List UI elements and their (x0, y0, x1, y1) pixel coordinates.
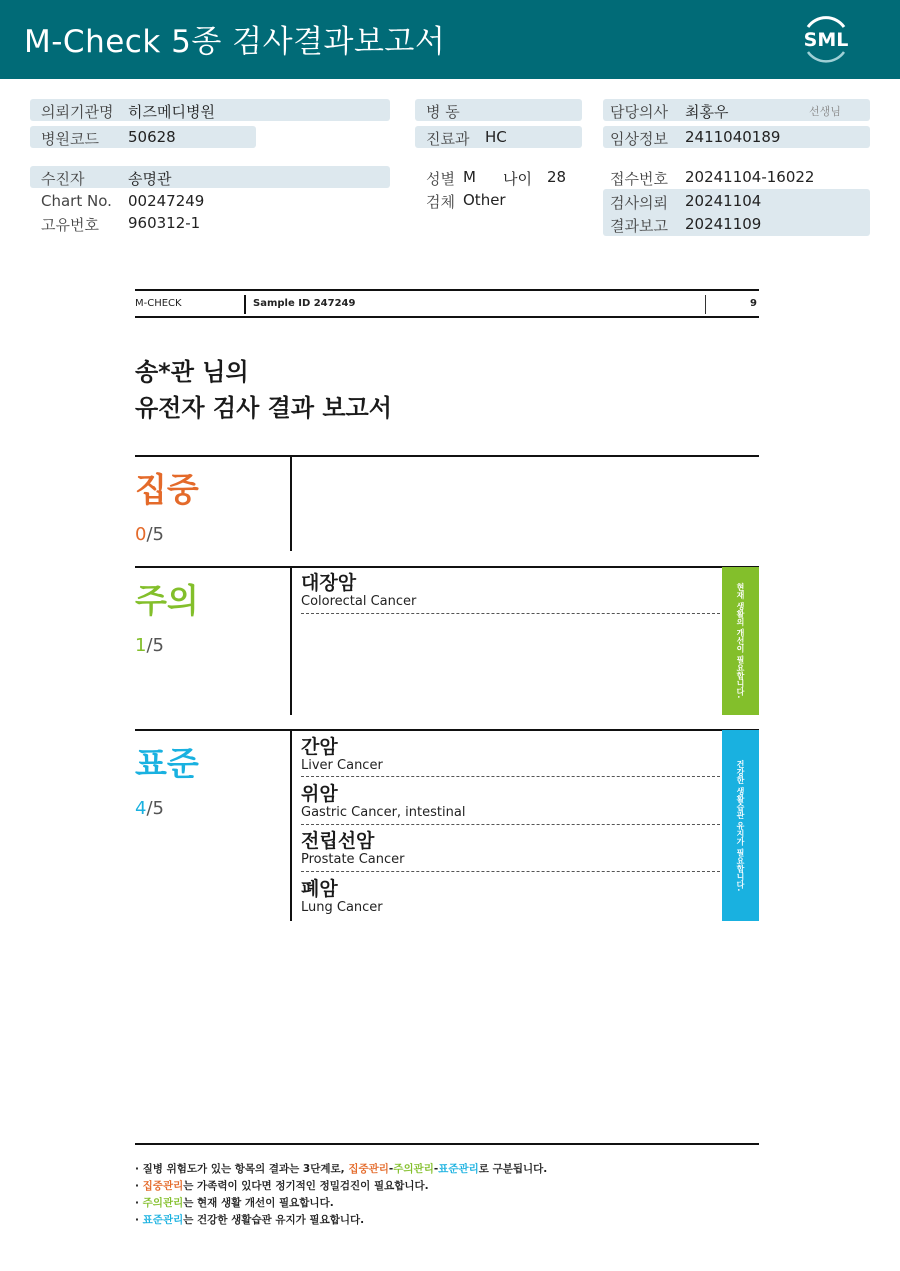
section-divider (135, 729, 759, 731)
footnote-3: · 주의관리는 현재 생활 개선이 필요합니다. (135, 1197, 334, 1209)
doctor-label: 담당의사 (610, 103, 668, 121)
sample-id: Sample ID 247249 (253, 298, 356, 309)
caution-side-note: 현재 생활의 개선이 필요합니다. (736, 583, 745, 699)
section-title-intensive: 집중 (135, 470, 199, 509)
institution-value: 히즈메디병원 (128, 103, 215, 121)
department-label: 진료과 (426, 130, 470, 148)
bullet: · (135, 1163, 143, 1175)
footnote-4: · 표준관리는 건강한 생활습관 유지가 필요합니다. (135, 1214, 365, 1226)
cancer-name-ko: 전립선암 (301, 830, 375, 852)
section-vertical-line (290, 457, 292, 551)
cancer-item (301, 878, 720, 916)
cancer-item (301, 783, 720, 821)
request-label: 검사의뢰 (610, 194, 668, 212)
section-count-standard: 4/5 (135, 798, 164, 819)
section-title-caution: 주의 (135, 581, 199, 620)
hospital-code-field (30, 126, 256, 148)
doctor-value: 최홍우 (685, 103, 729, 121)
cancer-name-ko: 대장암 (301, 572, 357, 594)
report-brand: M-CHECK (135, 298, 182, 309)
unique-label: 고유번호 (41, 216, 99, 234)
sex-label: 성별 (426, 170, 455, 188)
footnote-2: · 집중관리는 가족력이 있다면 정기적인 정밀검진이 필요합니다. (135, 1180, 429, 1192)
logo-text: SML (803, 29, 849, 51)
request-value: 20241104 (685, 192, 762, 210)
report-title-line2: 유전자 검사 결과 보고서 (135, 394, 392, 422)
clinical-label: 임상정보 (610, 130, 668, 148)
unique-value: 960312-1 (128, 214, 201, 232)
section-vertical-line (290, 568, 292, 715)
request-field (603, 190, 870, 212)
cancer-name-en: Liver Cancer (301, 758, 383, 773)
unique-field (30, 212, 390, 234)
chart-value: 00247249 (128, 192, 205, 210)
hospital-code-label: 병원코드 (41, 130, 99, 148)
cancer-name-en: Colorectal Cancer (301, 594, 417, 609)
cancer-item (301, 572, 720, 610)
standard-side-bar (722, 730, 759, 921)
cancer-name-ko: 폐암 (301, 878, 338, 900)
clinical-field (603, 126, 870, 148)
ward-field (415, 99, 582, 121)
page-number: 9 (750, 298, 757, 309)
specimen-value: Other (463, 191, 506, 209)
examinee-label: 수진자 (41, 170, 85, 188)
item-divider (301, 613, 720, 614)
bullet: · (135, 1214, 143, 1226)
reception-label: 접수번호 (610, 170, 668, 188)
footnote-1: · 질병 위험도가 있는 항목의 결과는 3단계로, 집중관리-주의관리-표준관리로 구분됩니다. (135, 1163, 548, 1175)
standard-side-note: 건강한 생활습관 유지가 필요합니다. (736, 759, 745, 892)
reception-value: 20241104-16022 (685, 168, 815, 186)
result-label: 결과보고 (610, 217, 668, 235)
result-field (603, 213, 870, 235)
age-value: 28 (547, 168, 567, 186)
department-field (415, 126, 582, 148)
institution-field (30, 99, 390, 121)
specimen-label: 검체 (426, 193, 455, 211)
specimen-field (415, 189, 582, 211)
section-divider (135, 455, 759, 457)
report-header-bar (135, 289, 759, 318)
examinee-value: 송명관 (128, 170, 172, 188)
doctor-field (603, 99, 870, 121)
item-divider (301, 871, 720, 872)
section-count-intensive: 0/5 (135, 524, 164, 545)
result-value: 20241109 (685, 215, 762, 233)
item-divider (301, 776, 720, 777)
doctor-suffix: 선생님 (809, 105, 841, 118)
institution-label: 의뢰기관명 (41, 103, 114, 121)
cancer-name-en: Lung Cancer (301, 900, 383, 915)
report-title-line1: 송*관 님의 (135, 358, 249, 386)
bullet: · (135, 1180, 143, 1192)
cancer-name-en: Prostate Cancer (301, 852, 405, 867)
sml-logo (796, 10, 856, 68)
item-divider (301, 824, 720, 825)
section-title-standard: 표준 (135, 744, 199, 783)
reception-field (603, 166, 870, 188)
sex-value: M (463, 168, 476, 186)
report-divider (705, 295, 706, 314)
cancer-item (301, 830, 720, 868)
sex-age-field (415, 166, 582, 188)
chart-field (30, 190, 390, 212)
header-bar (0, 0, 900, 79)
cancer-name-ko: 간암 (301, 736, 338, 758)
bullet: · (135, 1197, 143, 1209)
report-divider (244, 295, 246, 314)
hospital-code-value: 50628 (128, 128, 176, 146)
caution-side-bar (722, 567, 759, 715)
cancer-item (301, 736, 720, 774)
page-title: M-Check 5종 검사결과보고서 (24, 24, 446, 60)
footer-divider (135, 1143, 759, 1145)
cancer-name-en: Gastric Cancer, intestinal (301, 805, 466, 820)
examinee-field (30, 166, 390, 188)
clinical-value: 2411040189 (685, 128, 781, 146)
department-value: HC (485, 128, 507, 146)
ward-label: 병 동 (426, 103, 460, 121)
section-count-caution: 1/5 (135, 635, 164, 656)
section-divider (135, 566, 759, 568)
cancer-name-ko: 위암 (301, 783, 338, 805)
section-vertical-line (290, 731, 292, 921)
age-label: 나이 (503, 170, 532, 188)
chart-label: Chart No. (41, 192, 112, 210)
